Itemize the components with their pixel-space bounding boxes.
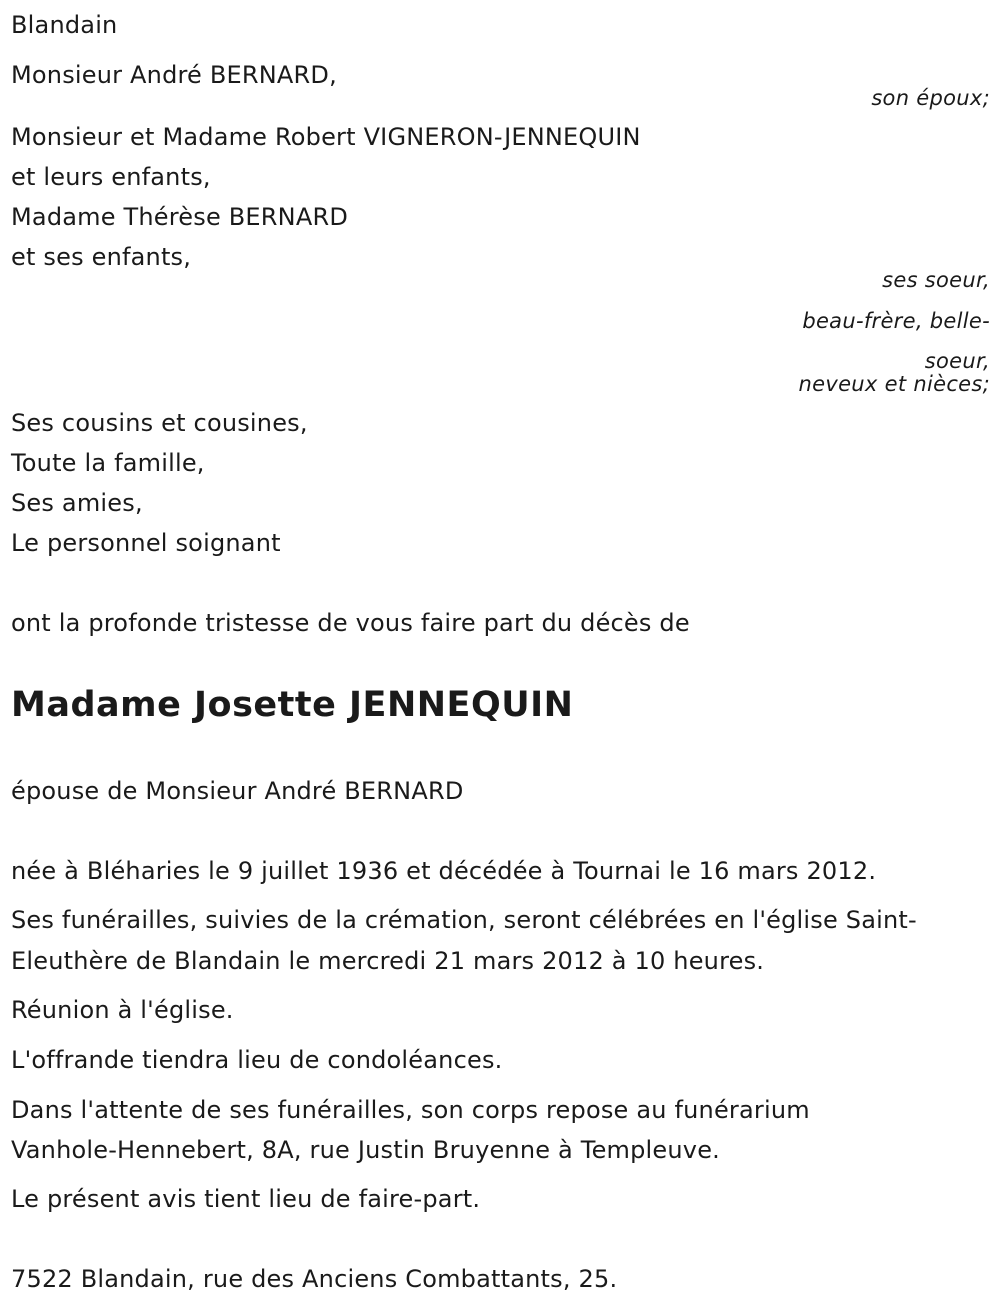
deceased-name: Madame Josette JENNEQUIN <box>11 685 574 725</box>
siblings-role-line: ses soeur, <box>882 268 990 292</box>
husband-name: Monsieur André BERNARD, <box>11 61 337 89</box>
other-mourner-line: Toute la famille, <box>11 449 205 477</box>
sibling-line: Monsieur et Madame Robert VIGNERON-JENNEQUIN <box>11 123 641 151</box>
siblings-role-line: soeur, <box>924 349 990 373</box>
siblings-role-line: beau-frère, belle- <box>802 309 990 333</box>
place-name: Blandain <box>11 11 118 39</box>
spouse-line: épouse de Monsieur André BERNARD <box>11 777 464 805</box>
other-mourner-line: Ses amies, <box>11 489 143 517</box>
husband-role: son époux; <box>871 86 990 110</box>
birth-death-line: née à Bléharies le 9 juillet 1936 et décédée à Tournai le 16 mars 2012. <box>11 857 877 885</box>
funeral-text: Ses funérailles, suivies de la crémation, seront célébrées en l'église Saint- <box>11 906 917 934</box>
funerarium-text: Dans l'attente de ses funérailles, son corps repose au funérarium <box>11 1096 810 1124</box>
notice-text: Le présent avis tient lieu de faire-part. <box>11 1185 481 1213</box>
other-mourner-line: Ses cousins et cousines, <box>11 409 308 437</box>
siblings-role-line: neveux et nièces; <box>798 372 990 396</box>
funerarium-text: Vanhole-Hennebert, 8A, rue Justin Bruyenne à Templeuve. <box>11 1136 720 1164</box>
sibling-line: et leurs enfants, <box>11 163 211 191</box>
sibling-line: Madame Thérèse BERNARD <box>11 203 349 231</box>
announcement-text: ont la profonde tristesse de vous faire part du décès de <box>11 609 690 637</box>
sibling-line: et ses enfants, <box>11 243 192 271</box>
family-address: 7522 Blandain, rue des Anciens Combattants, 25. <box>11 1265 618 1293</box>
meeting-text: Réunion à l'église. <box>11 996 234 1024</box>
offering-text: L'offrande tiendra lieu de condoléances. <box>11 1046 503 1074</box>
other-mourner-line: Le personnel soignant <box>11 529 281 557</box>
funeral-text: Eleuthère de Blandain le mercredi 21 mars 2012 à 10 heures. <box>11 947 765 975</box>
